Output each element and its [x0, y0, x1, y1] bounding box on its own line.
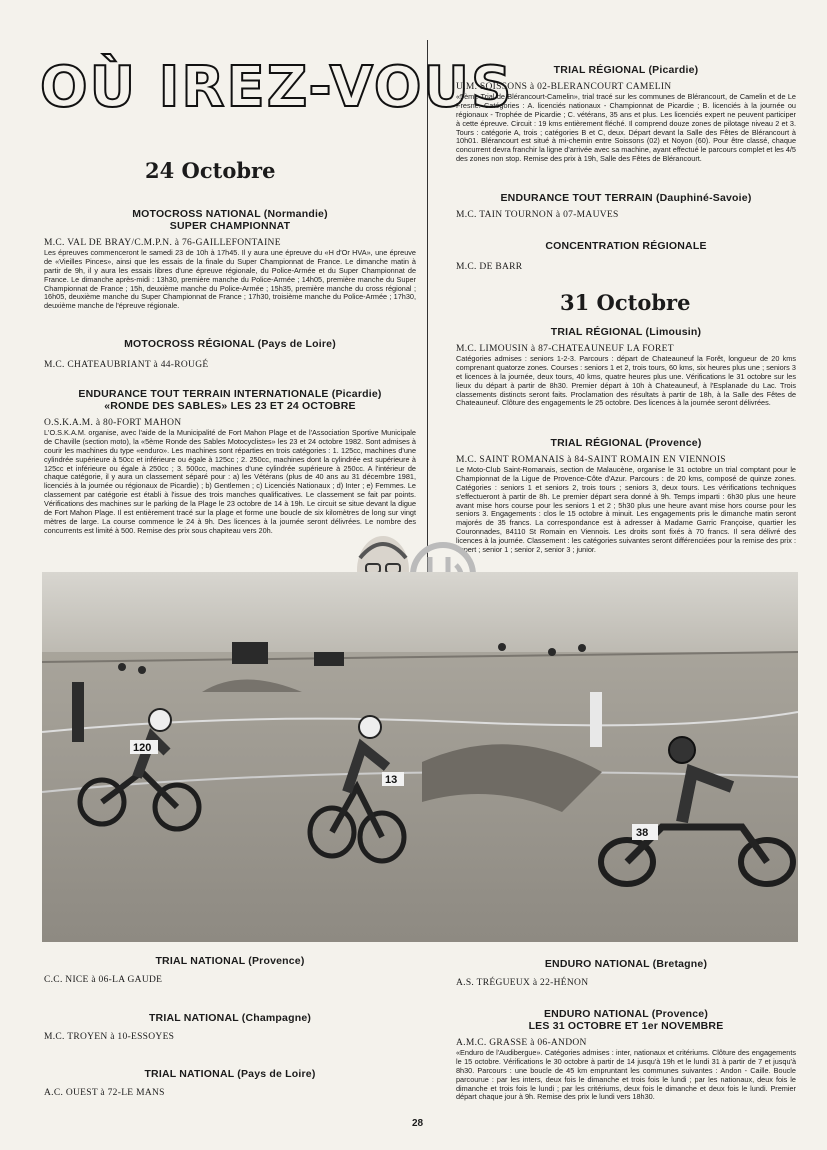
page-title: OÙ IREZ-VOUS [40, 55, 514, 120]
section-location: M.C. VAL DE BRAY/C.M.P.N. à 76-GAILLEFONTAINE [44, 238, 281, 248]
section-location: M.C. TAIN TOURNON à 07-MAUVES [456, 210, 619, 220]
section-heading: TRIAL RÉGIONAL (Provence) [550, 437, 702, 449]
section-heading: MOTOCROSS RÉGIONAL (Pays de Loire) [124, 338, 336, 350]
section-concentration [456, 240, 796, 272]
section-location: C.C. NICE à 06-LA GAUDE [44, 975, 163, 985]
rider-bib-number: 38 [636, 827, 649, 839]
section-location: M.C. CHATEAUBRIANT à 44-ROUGÉ [44, 360, 209, 370]
section-motocross-normandie [44, 208, 416, 311]
section-text: Le Moto-Club Saint-Romanais, section de Malaucène, organise le 31 octobre un trial comptant pour le Championnat de la Ligue de Provence-Côte d'Azur. Parcours : de 20 kms, composé de quinze zones. Catégories : seniors 1 et seniors 2, trois tours ; seniors 3, deux tours. Les vérifications techniques s'effectueront à partir de 8h. Le premier départ sera donné à 9h. Temps imparti : 6h30 plus une heure avant mise hors course pour les seniors 1 et 2 ; 5h30 plus une heure avant mise hors course pour les seniors 3. Engagements : clos le 15 octobre à minuit. Les engagements pris le dimanche matin seront majorés de 35 francs. La correspondance est à adresser à Madame Garric Françoise, quartier les Couronnades, 84110 St Romain en Viennois. Les droits sont fixés à 70 francs. Il sera délivré des licences à la journée. Classement : les catégories suivantes seront différenciées pour la remise des prix : expert ; senior 1 ; senior 2, senior 3 ; junior. [456, 465, 796, 555]
section-heading: TRIAL RÉGIONAL (Picardie) [553, 64, 699, 76]
section-motocross-loire [44, 338, 416, 370]
section-location: M.C. DE BARR [456, 262, 523, 272]
motocross-race-photo [42, 572, 798, 942]
section-heading: CONCENTRATION RÉGIONALE [545, 240, 707, 252]
section-location: A.S. TRÉGUEUX à 22-HÉNON [456, 978, 589, 988]
section-trial-picardie [456, 64, 796, 164]
section-endurance-dauphine [456, 192, 796, 220]
section-heading: ENDURO NATIONAL (Provence) LES 31 OCTOBRE ET 1er NOVEMBRE [528, 1008, 724, 1032]
section-trial-limousin [456, 326, 796, 408]
section-text: «5ème Trial de Blérancourt-Camelin», trial tracé sur les communes de Blérancourt, de Camelin et de Le Fresne. Catégories : A. licenciés nationaux - Championnat de Picardie ; B. licenciés à la journée ou régionaux - Trophée de Picardie ; C. vétérans, 35 ans et plus. Les licenciés expert ne peuvent participer à cette épreuve. Circuit : 19 kms entièrement fléché. Il comprend douze zones de pilotage niveau 2 et 3. Tours : catégorie A, trois ; catégories B et C, deux. Départ devant la Salle des Fêtes de Blérancourt à 10h01. Blérancourt est situé à mi-chemin entre Soissons (02) et Noyon (60). Pour être classé, chaque concurrent devra franchir la ligne d'arrivée avec sa machine, ayant effectué le parcours complet et les 4/5 des zones non stop. Remise des prix à 19h, Salle des Fêtes de Blérancourt. [456, 92, 796, 164]
section-location: A.M.C. GRASSE à 06-ANDON [456, 1038, 587, 1048]
section-heading: ENDURO NATIONAL (Bretagne) [544, 958, 708, 970]
section-heading: TRIAL RÉGIONAL (Limousin) [550, 326, 702, 338]
section-heading: ENDURANCE TOUT TERRAIN INTERNATIONALE (Picardie) «RONDE DES SABLES» LES 23 ET 24 OCTOBRE [78, 388, 382, 412]
date-heading-31-octobre: 31 Octobre [560, 290, 691, 315]
section-location: U.M. SOISSONS à 02-BLERANCOURT CAMELIN [456, 82, 672, 92]
section-endurance-picardie [44, 388, 416, 536]
section-text: Les épreuves commenceront le samedi 23 de 10h à 17h45. Il y aura une épreuve du «H d'Or HVA», une épreuve de «Vieilles Pinces», ainsi que les essais de la finale du Super Championnat de France. Le dimanche matin à partir de 9h, il y aura les essais libres d'une épreuve régionale, du Police-Armée et du Super Championnat de France. Le dimanche après-midi : 13h30, première manche du Police-Armée ; 14h05, première manche du Super Championnat de France ; 15h, deuxième manche du Police-Armée ; 15h35, première manche du cross régional ; 16h05, deuxième manche du Super Championnat de France ; 17h30, troisième manche du Police-Armée ; 17h30, deuxième manche de l'épreuve régionale. [44, 248, 416, 311]
section-trial-provence-regional [456, 437, 796, 555]
date-heading-24-octobre: 24 Octobre [145, 158, 276, 183]
section-trial-national-champagne [44, 1012, 416, 1042]
section-text: «Enduro de l'Audibergue». Catégories admises : inter, nationaux et critériums. Clôture des engagements le 15 octobre. Vérifications le 30 octobre à partir de 14 jusqu'à 19h et le lundi 31 à partir de 7 et jusqu'à 8h30. Parcours : une boucle de 45 km empruntant les communes suivantes : Andon - Caille. Boucle parcourue : par les inters, deux fois le dimanche et trois fois le lundi ; par les nationaux, deux fois le dimanche et trois fois le lundi ; par les critériums, deux fois le dimanche et deux fois le lundi. Premier départ chaque jour à 9h. Remise des prix le lundi vers 18h30. [456, 1048, 796, 1102]
section-location: M.C. TROYEN à 10-ESSOYES [44, 1032, 175, 1042]
section-heading: TRIAL NATIONAL (Pays de Loire) [144, 1068, 316, 1080]
page-number: 28 [412, 1118, 424, 1129]
section-heading: TRIAL NATIONAL (Provence) [155, 955, 305, 967]
section-trial-national-provence [44, 955, 416, 985]
rider-bib-number: 13 [385, 774, 398, 786]
section-heading: MOTOCROSS NATIONAL (Normandie) SUPER CHAMPIONNAT [132, 208, 328, 232]
section-text: Catégories admises : seniors 1-2-3. Parcours : départ de Chateauneuf la Forêt, longueur de 20 kms comprenant quatorze zones. Courses : seniors 1 et 2, trois tours, 60 kms, six heures plus une ; seniors 3 et licences à la journée, deux tours, 40 kms, quatre heures plus une. Vérifications le 31 octobre sur les lieux du départ à partir de 8h30. Premier départ à 10h à Chateauneuf, à l'Esplanade du Lac. Trois classements distincts seront faits. Proclamation des résultats à partir de 18h, à la Salle des Fêtes de Chateauneuf. Clôture des engagements le 25 octobre. Des licences à la journée seront délivrées. [456, 354, 796, 408]
section-location: O.S.K.A.M. à 80-FORT MAHON [44, 418, 182, 428]
rider-bib-number: 120 [133, 742, 152, 754]
section-trial-national-loire [44, 1068, 416, 1098]
section-enduro-provence [456, 1008, 796, 1102]
section-text: L'O.S.K.A.M. organise, avec l'aide de la Municipalité de Fort Mahon Plage et de l'Association Sportive Municipale de Chaville (section moto), la «5ème Ronde des Sables Motocyclistes» les 23 et 24 octobre 1982. Sont admises à courir les machines du type «enduro». Les machines sont réparties en trois catégories : 1. 125cc, machines d'une cylindrée supérieure à 50cc et inférieure ou égale à 125cc ; 2. 250cc, machines dont la cylindrée est supérieure à 125cc et inférieure ou égale à 250cc ; 3. 500cc, machines d'une cylindrée supérieure à 250cc. A l'intérieur de chaque catégorie, il y aura un classement séparé pour : a) les Vétérans (plus de 40 ans au 31 décembre 1981, licenciés à la journée ou régionaux de Picardie) ; b) Gentlemen ; c) Licenciés Nationaux ; d) Inter ; e) Femmes. Le classement par catégorie est établi à l'issue des trois manches qualificatives. Le classement se fait par points. Vérifications des machines sur le parking de la Plage le 23 octobre de 14 à 19h. Le circuit se situe devant la digue de Fort Mahon Plage. Il est entièrement tracé sur la plage et forme une boucle de six kilomètres de long sur vingt mètres de large. La course commence le 24 à 9h. Des licences à la journée seront délivrées. Le nombre des concurrents est limité à 500. Remise des prix sous chapiteau vers 20h. [44, 428, 416, 535]
section-location: M.C. LIMOUSIN à 87-CHATEAUNEUF LA FORET [456, 344, 674, 354]
section-heading: ENDURANCE TOUT TERRAIN (Dauphiné-Savoie) [500, 192, 752, 204]
section-location: M.C. SAINT ROMANAIS à 84-SAINT ROMAIN EN VIENNOIS [456, 455, 726, 465]
section-location: A.C. OUEST à 72-LE MANS [44, 1088, 165, 1098]
section-enduro-bretagne [456, 958, 796, 988]
section-heading: TRIAL NATIONAL (Champagne) [148, 1012, 312, 1024]
